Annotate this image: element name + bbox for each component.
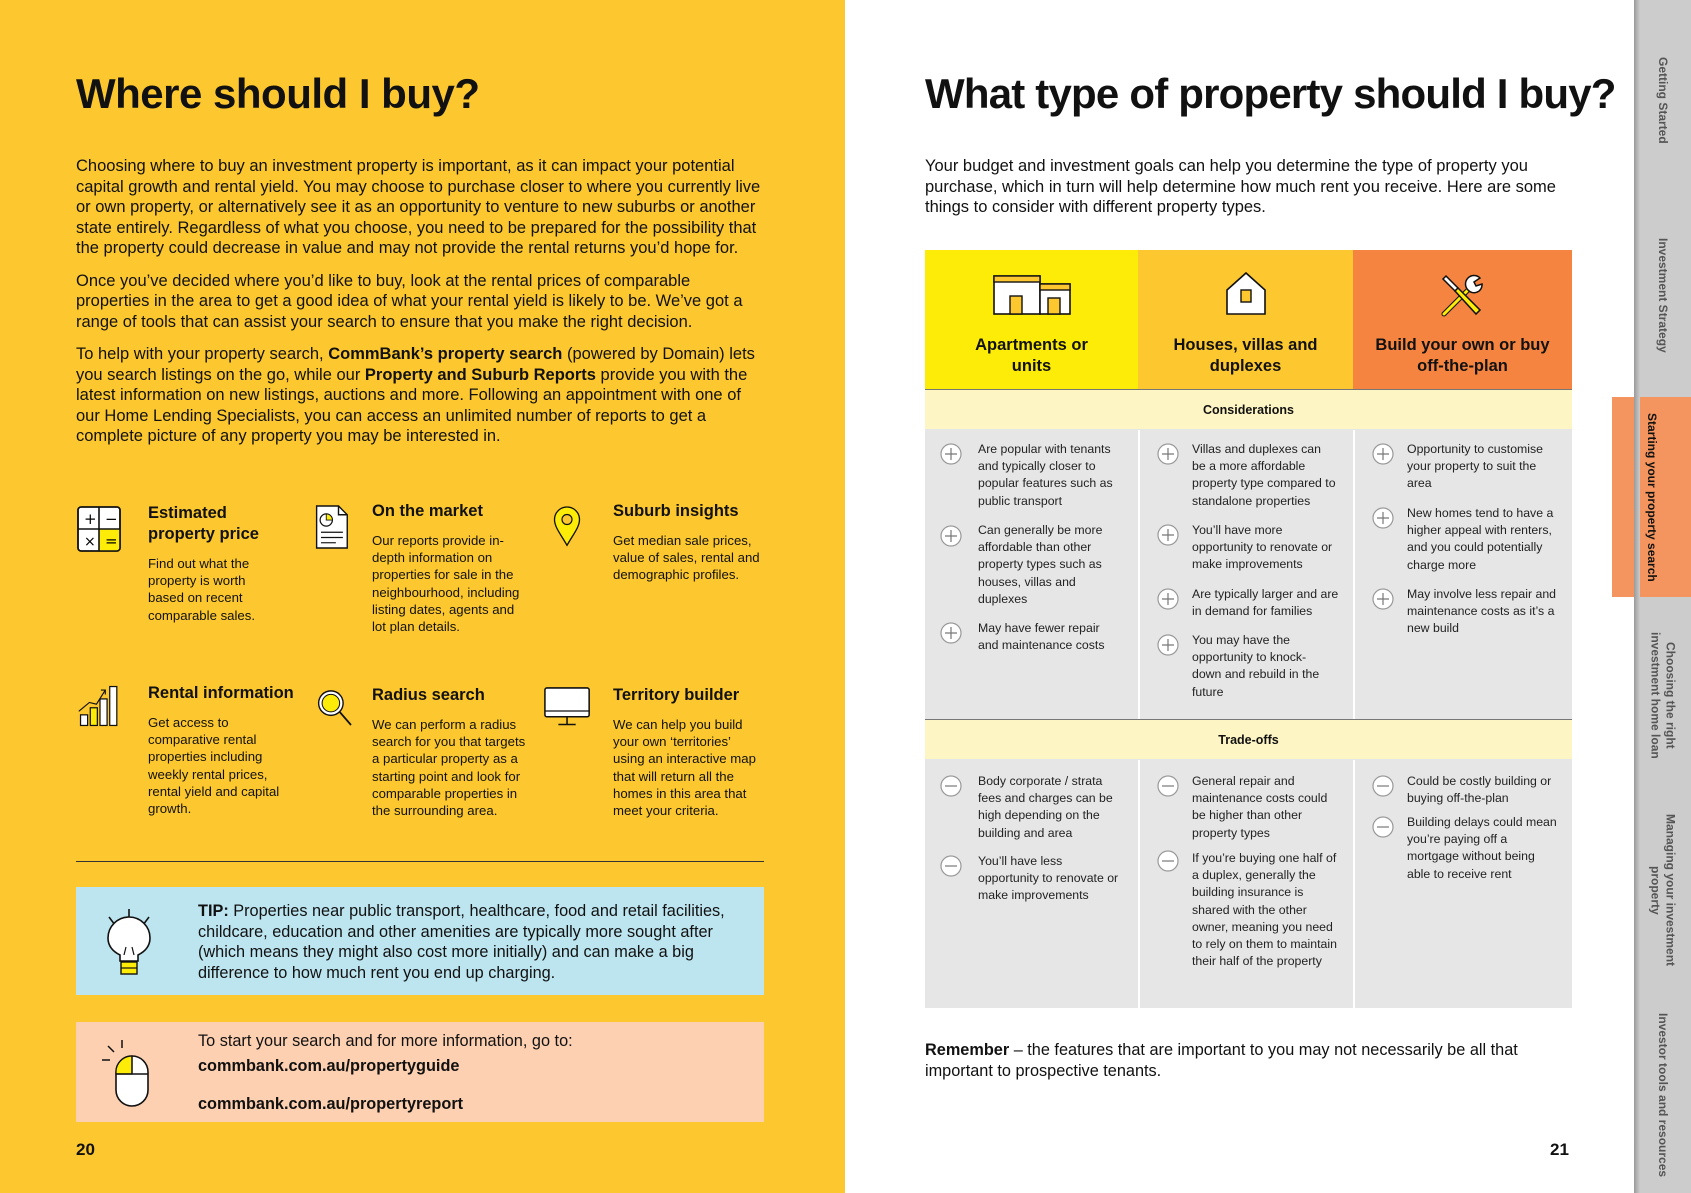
plus-icon (1372, 507, 1394, 529)
feature-title: Rental information (148, 684, 294, 702)
consideration-item: May have fewer repair and maintenance costs (978, 621, 1105, 653)
tab-label: Investment Strategy (1656, 237, 1670, 353)
text: (powered by Domain) lets you search listings on the go, while our (76, 345, 755, 384)
column-label: Houses, villas and duplexes (1173, 336, 1318, 375)
calculator-icon (76, 505, 124, 557)
feature-desc: We can help you build your own ‘territories’ using an interactive map that will return all the homes in this area that meet your criteria. (613, 717, 756, 819)
plus-icon (1157, 634, 1179, 656)
tradeoff-item: Could be costly building or buying off-the-plan (1407, 774, 1552, 806)
consideration-item: You’ll have more opportunity to renovate or make improvements (1192, 523, 1333, 572)
feature-suburb-insights (552, 501, 772, 601)
svg-text:×: × (84, 534, 96, 550)
feature-title: Radius search (372, 686, 485, 704)
lightbulb-icon (104, 909, 154, 981)
consideration-item: Are popular with tenants and typically closer to popular features such as public transport (978, 442, 1113, 508)
feature-territory-builder (543, 685, 773, 845)
links-intro: To start your search and for more information, go to: (198, 1032, 573, 1050)
plus-icon (1157, 588, 1179, 610)
minus-icon (1372, 816, 1394, 838)
feature-desc: Get access to comparative rental properties including weekly rental prices, rental yield and capital growth. (148, 715, 280, 817)
property-search-name: CommBank’s property search (328, 345, 563, 363)
remember-note (925, 1040, 1585, 1081)
svg-text:=: = (105, 532, 118, 550)
page-number-right: 21 (1550, 1140, 1569, 1159)
consideration-item: Opportunity to customise your property to suit the area (1407, 442, 1544, 491)
tab-getting-started[interactable] (1634, 20, 1691, 180)
page-title: Where should I buy? (76, 70, 480, 117)
tab-starting-property-search[interactable] (1612, 397, 1691, 597)
svg-text:+: + (84, 510, 97, 528)
tip-body: Properties near public transport, healthcare, food and retail facilities, childcare, education and other amenities are typically more sought after (which means they might also cost more initially) and can make a big difference to how much rent you end up charging. (198, 902, 725, 982)
column-header-build (1353, 250, 1572, 389)
column-header-houses (1138, 250, 1353, 389)
tab-label: Managing your investment property (1648, 813, 1678, 967)
paragraph (76, 344, 766, 447)
consideration-item: You may have the opportunity to knock-down and rebuild in the future (1192, 633, 1320, 699)
tip-box (76, 887, 764, 995)
tab-choosing-home-loan[interactable] (1634, 610, 1691, 780)
tab-investor-tools[interactable] (1634, 1000, 1691, 1190)
tradeoffs-header: Trade-offs (925, 719, 1572, 759)
reports-name: Property and Suburb Reports (364, 365, 596, 384)
page-number-left: 20 (76, 1140, 95, 1159)
page-title-right: What type of property should I buy? (925, 70, 1616, 117)
feature-title: On the market (372, 502, 483, 520)
feature-desc: Our reports provide in-depth information on properties for sale in the neighbourhood, including listing dates, agents and lot plan details. (372, 533, 520, 635)
column-separator (1353, 760, 1355, 1008)
minus-icon (940, 775, 962, 797)
column-label: Apartments or units (975, 336, 1088, 375)
consideration-item: May involve less repair and maintenance costs as it’s a new build (1407, 587, 1556, 636)
paragraph: Choosing where to buy an investment property is important, as it can impact your potential capital growth and rental yield. You may choose to purchase closer to where you currently live or own property, or alternatively see it as an opportunity to venture to new suburbs or another state entirely. Regardless of what you choose, you need to be prepared for the possibility that the property could decrease in value and may not provide the rental returns you’d hope for. (76, 157, 761, 257)
divider (76, 861, 764, 862)
svg-text:−: − (105, 510, 118, 528)
tools-icon (1438, 270, 1488, 320)
tip-label: TIP: (198, 902, 229, 920)
property-type-table (925, 250, 1572, 1008)
document-chart-icon (314, 501, 356, 553)
magnifier-icon (316, 685, 358, 737)
tradeoff-item: General repair and maintenance costs could be higher than other property types (1192, 774, 1328, 840)
tab-investment-strategy[interactable] (1634, 200, 1691, 390)
left-page (0, 0, 845, 1193)
feature-estimated-price (76, 503, 286, 633)
feature-on-the-market (314, 501, 524, 661)
tip-text (198, 901, 743, 983)
tab-label: Starting your property search (1645, 412, 1659, 582)
minus-icon (1157, 850, 1179, 872)
minus-icon (940, 855, 962, 877)
map-pin-icon (552, 501, 592, 553)
monitor-icon (543, 685, 593, 737)
feature-title: Suburb insights (613, 502, 739, 520)
feature-title: Territory builder (613, 686, 740, 704)
tab-label: Choosing the right investment home loan (1648, 631, 1678, 759)
column-separator (1138, 430, 1140, 719)
column-separator (1353, 430, 1355, 719)
remember-label: Remember (925, 1041, 1010, 1059)
tab-label: Investor tools and resources (1656, 1012, 1670, 1178)
column-header-apartments (925, 250, 1138, 389)
plus-icon (1157, 524, 1179, 546)
feature-rental-information (74, 683, 294, 817)
plus-icon (1157, 443, 1179, 465)
feature-desc: We can perform a radius search for you that targets a particular property as a starting point and look for comparable properties in the surrounding area. (372, 717, 526, 819)
tab-managing-property[interactable] (1634, 800, 1691, 980)
right-intro-text: Your budget and investment goals can help you determine the type of property you purchase, which in turn will help determine how much rent you receive. Here are some things to consider with different property types. (925, 157, 1556, 216)
house-icon (1225, 270, 1267, 316)
tradeoff-item: If you’re buying one half of a duplex, generally the building insurance is shared with the other owner, meaning you need to rely on them to maintain their half of the property (1192, 851, 1337, 969)
consideration-item: Can generally be more affordable than other property types such as houses, villas and duplexes (978, 523, 1103, 606)
feature-desc: Get median sale prices, value of sales, rental and demographic profiles. (613, 533, 760, 583)
minus-icon (1157, 775, 1179, 797)
text: provide you with the latest information on new listings, auctions and more. Following an appointment with one of our Home Lending Specialists, you can access an unlimited number of reports to get a complete picture of any property you may be interested in. (76, 365, 748, 445)
tradeoff-item: Body corporate / strata fees and charges can be high depending on the building and area (978, 774, 1113, 840)
considerations-header: Considerations (925, 389, 1572, 429)
tradeoff-item: Building delays could mean you’re paying off a mortgage without being able to receive rent (1407, 815, 1557, 881)
apartment-icon (992, 270, 1072, 316)
property-guide-link[interactable]: commbank.com.au/propertyguide (198, 1057, 460, 1075)
minus-icon (1372, 775, 1394, 797)
plus-icon (940, 622, 962, 644)
feature-radius-search (316, 685, 536, 845)
plus-icon (940, 443, 962, 465)
sidebar-shadow (1634, 0, 1640, 1193)
remember-text: – the features that are important to you may not necessarily be all that important to prospective tenants. (925, 1041, 1518, 1080)
bar-chart-icon (74, 683, 126, 729)
column-label: Build your own or buy off-the-plan (1375, 336, 1550, 375)
tradeoff-item: You’ll have less opportunity to renovate or make improvements (978, 854, 1119, 903)
property-report-link[interactable]: commbank.com.au/propertyreport (198, 1095, 464, 1113)
links-box (76, 1022, 764, 1122)
intro-text (76, 156, 766, 459)
plus-icon (1372, 443, 1394, 465)
consideration-item: Villas and duplexes can be a more affordable property type compared to standalone properties (1192, 442, 1336, 508)
feature-desc: Find out what the property is worth based on recent comparable sales. (148, 556, 256, 623)
consideration-item: Are typically larger and are in demand for families (1192, 587, 1339, 619)
mouse-click-icon (102, 1040, 152, 1110)
plus-icon (1372, 588, 1394, 610)
paragraph: Once you’ve decided where you’d like to buy, look at the rental prices of comparable properties in the area to get a good idea of what your rental yield is likely to be. We’ve got a range of tools that can assist your search to ensure that you make the right decision. (76, 271, 743, 331)
section-tabs (1634, 0, 1691, 1193)
tab-label: Getting Started (1656, 56, 1670, 144)
feature-title: Estimated property price (148, 504, 259, 543)
column-separator (1138, 760, 1140, 1008)
text: To help with your property search, (76, 345, 329, 363)
consideration-item: New homes tend to have a higher appeal with renters, and you could potentially charge more (1407, 506, 1554, 572)
plus-icon (940, 525, 962, 547)
